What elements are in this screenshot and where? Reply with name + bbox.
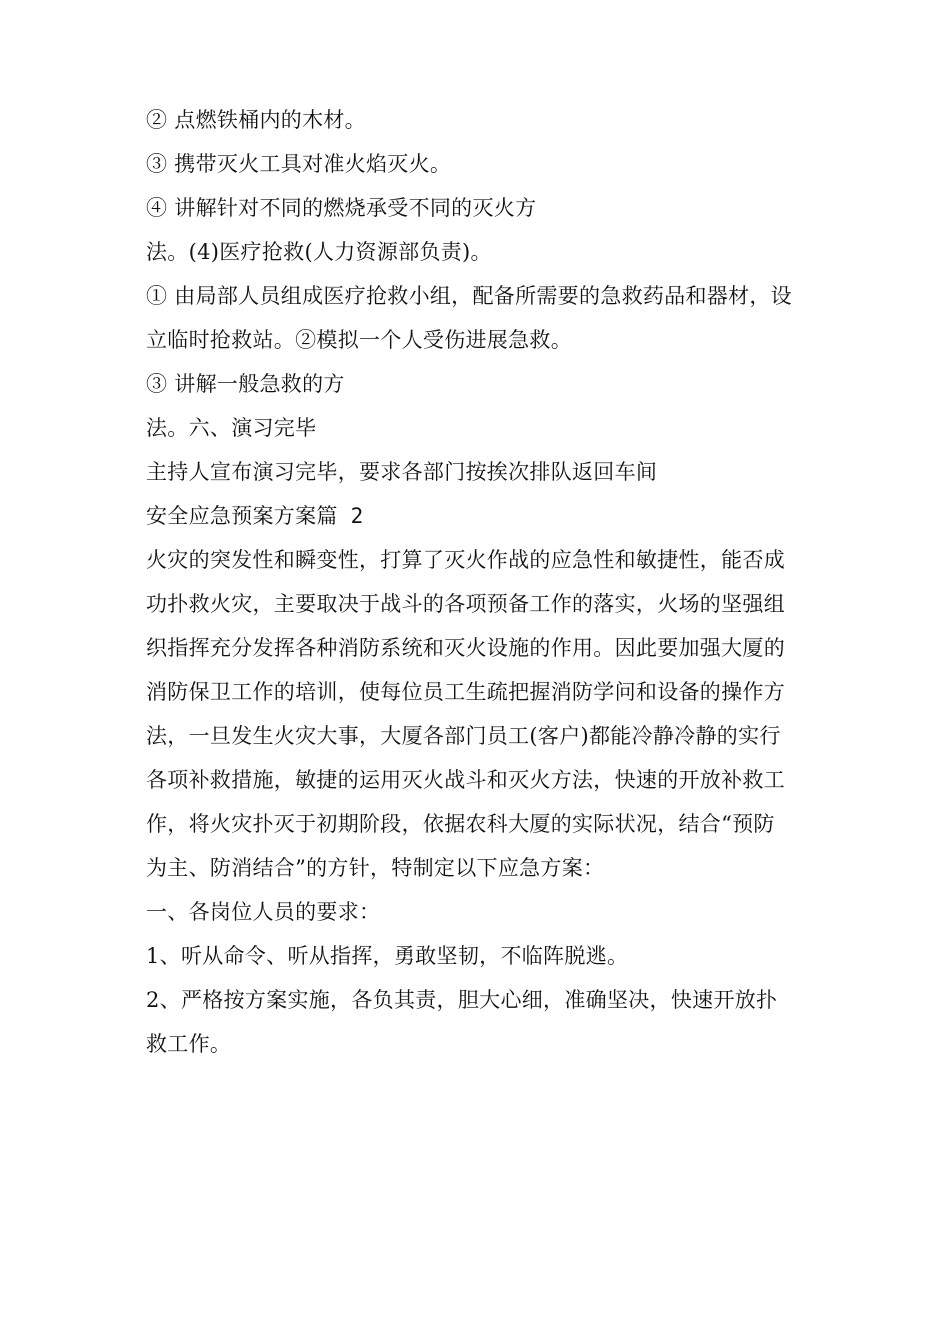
text-line: ③ 携带灭火工具对准火焰灭火。 xyxy=(146,152,452,176)
text-line: ④ 讲解针对不同的燃烧承受不同的灭火方 xyxy=(146,196,537,220)
text-line: 1、听从命令、听从指挥，勇敢坚韧，不临阵脱逃。 xyxy=(146,944,629,968)
text-line: 主持人宣布演习完毕，要求各部门按挨次排队返回车间 xyxy=(146,460,658,484)
text-line: 火灾的突发性和瞬变性，打算了灭火作战的应急性和敏捷性，能否成 xyxy=(146,548,785,572)
text-line: 为主、防消结合”的方针，特制定以下应急方案： xyxy=(146,856,605,880)
text-line: 消防保卫工作的培训，使每位员工生疏把握消防学问和设备的操作方 xyxy=(146,680,785,704)
text-line: ① 由局部人员组成医疗抢救小组，配备所需要的急救药品和器材，设 xyxy=(146,284,792,308)
text-line: 作，将火灾扑灭于初期阶段，依据农科大厦的实际状况，结合“预防 xyxy=(146,812,775,836)
text-line: 功扑救火灾，主要取决于战斗的各项预备工作的落实，火场的坚强组 xyxy=(146,592,785,616)
text-line: 法，一旦发生火灾大事，大厦各部门员工(客户)都能冷静冷静的实行 xyxy=(146,724,781,748)
text-line: 救工作。 xyxy=(146,1032,232,1056)
text-line: 织指挥充分发挥各种消防系统和灭火设施的作用。因此要加强大厦的 xyxy=(146,636,785,660)
text-line: ③ 讲解一般急救的方 xyxy=(146,372,345,396)
text-line: 法。(4)医疗抢救(人力资源部负责)。 xyxy=(146,240,492,264)
text-line: 2、严格按方案实施，各负其责，胆大心细，准确坚决，快速开放扑 xyxy=(146,988,778,1012)
document-body xyxy=(146,98,818,1066)
text-line: 一、各岗位人员的要求： xyxy=(146,900,381,924)
text-line: 各项补救措施，敏捷的运用灭火战斗和灭火方法，快速的开放补救工 xyxy=(146,768,785,792)
text-line: ② 点燃铁桶内的木材。 xyxy=(146,108,366,132)
text-line: 法。六、演习完毕 xyxy=(146,416,317,440)
text-line: 立临时抢救站。②模拟一个人受伤进展急救。 xyxy=(146,328,572,352)
section-heading: 安全应急预案方案篇 2 xyxy=(146,504,364,528)
